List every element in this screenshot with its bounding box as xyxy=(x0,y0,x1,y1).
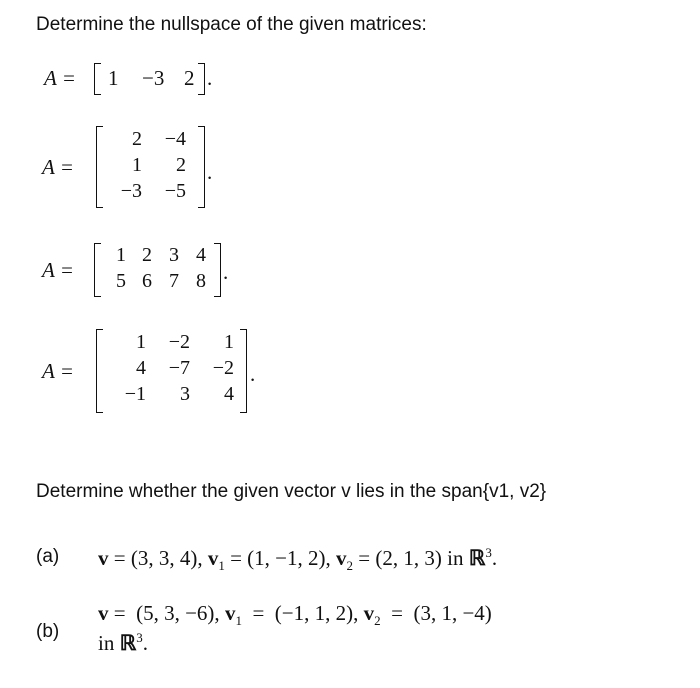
nullspace-heading: Determine the nullspace of the given matrices: xyxy=(36,14,427,35)
matrix-4-cell: −2 xyxy=(212,357,234,379)
matrix-4-cell: 4 xyxy=(136,357,146,379)
matrix-2-cell: 2 xyxy=(132,128,142,150)
matrix-4-cell: −1 xyxy=(124,383,146,405)
matrix-3-cell: 7 xyxy=(169,270,179,292)
matrix-2-cell: −5 xyxy=(164,180,186,202)
matrix-4-cell: 4 xyxy=(224,383,234,405)
matrix-1-left-bracket xyxy=(94,63,101,95)
matrix-3-cell: 4 xyxy=(196,244,206,266)
matrix-2-left-bracket xyxy=(96,126,103,208)
matrix-1-cell: 2 xyxy=(184,66,195,90)
matrix-2-cell: −4 xyxy=(164,128,186,150)
matrix-3-cell: 1 xyxy=(116,244,126,266)
matrix-3-period: . xyxy=(223,260,229,284)
matrix-1-cell: 1 xyxy=(108,66,119,90)
matrix-2-cell: −3 xyxy=(120,180,142,202)
matrix-3-label: A = xyxy=(42,258,74,282)
matrix-2-cell: 1 xyxy=(132,154,142,176)
matrix-3-cell: 3 xyxy=(169,244,179,266)
part-b-statement-line2: in ℝ$^3$. xyxy=(98,630,148,655)
matrix-1-label: A = xyxy=(44,66,76,90)
matrix-4-right-bracket xyxy=(240,329,247,413)
matrix-3-cell: 6 xyxy=(142,270,152,292)
matrix-1-right-bracket xyxy=(198,63,205,95)
part-b-statement-line1: v = (5, 3, −6), $v_1 = (-1$, 1, 2), $v_2 = (3$, 1, −4) xyxy=(98,601,492,629)
matrix-4-period: . xyxy=(250,362,256,386)
matrix-2-right-bracket xyxy=(198,126,205,208)
part-a-label: (a) xyxy=(36,546,60,567)
matrix-3-cell: 2 xyxy=(142,244,152,266)
matrix-4-label: A = xyxy=(42,359,74,383)
matrix-2-label: A = xyxy=(42,155,74,179)
matrix-4-cell: 1 xyxy=(136,331,146,353)
matrix-1-cell: −3 xyxy=(142,66,165,90)
matrix-3-left-bracket xyxy=(94,243,101,297)
matrix-2-cell: 2 xyxy=(176,154,186,176)
matrix-1-period: . xyxy=(207,66,213,90)
matrix-4-cell: −7 xyxy=(168,357,190,379)
matrix-4-cell: 3 xyxy=(180,383,190,405)
matrix-3-cell: 8 xyxy=(196,270,206,292)
span-heading: Determine whether the given vector v lies in the span{v1, v2} xyxy=(36,481,547,502)
matrix-4-cell: 1 xyxy=(224,331,234,353)
part-b-label: (b) xyxy=(36,621,60,642)
part-a-statement: v = (3, 3, 4), $v_1 = (1$, −1, 2), $v_2 = (2$, 1, 3) in ℝ$^3$. xyxy=(98,545,498,574)
matrix-4-cell: −2 xyxy=(168,331,190,353)
matrix-3-cell: 5 xyxy=(116,270,126,292)
matrix-2-period: . xyxy=(207,160,213,184)
matrix-4-left-bracket xyxy=(96,329,103,413)
matrix-3-right-bracket xyxy=(214,243,221,297)
